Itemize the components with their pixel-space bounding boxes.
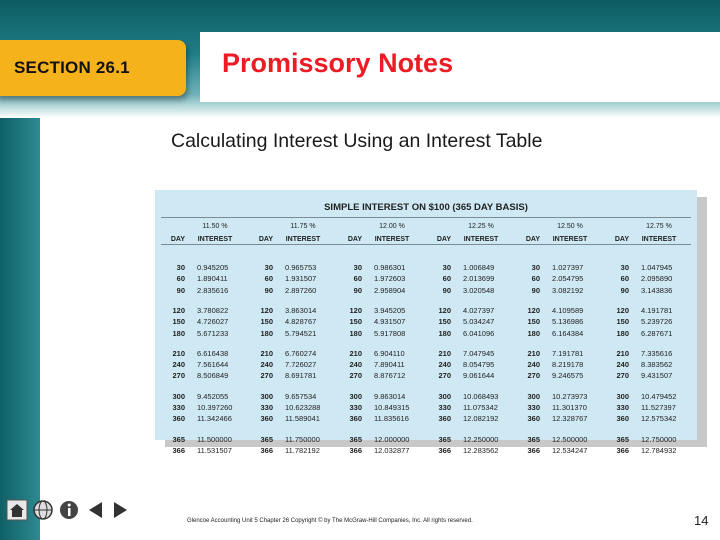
interest-table bbox=[155, 190, 697, 455]
day-cell: 330 bbox=[172, 403, 185, 412]
day-cell: 30 bbox=[264, 263, 273, 272]
interest-cell: 4.109589 bbox=[552, 305, 584, 315]
interest-cell: 6.041096 bbox=[463, 328, 495, 338]
interest-cell: 12.000000 bbox=[374, 434, 410, 444]
day-cell: 150 bbox=[260, 317, 273, 327]
interest-cell: 9.452055 bbox=[197, 391, 229, 401]
interest-cell: 12.082192 bbox=[463, 414, 499, 424]
day-cell: 240 bbox=[349, 360, 362, 370]
day-cell: 330 bbox=[349, 403, 362, 412]
rate-header: 12.25 % bbox=[468, 223, 494, 230]
day-cell: 60 bbox=[264, 274, 273, 284]
day-cell: 360 bbox=[527, 414, 540, 424]
day-cell: 90 bbox=[531, 285, 540, 295]
day-header: DAY bbox=[436, 236, 451, 243]
table-rule bbox=[161, 244, 691, 245]
interest-cell: 12.750000 bbox=[641, 434, 677, 444]
interest-cell: 2.835616 bbox=[197, 285, 229, 295]
day-cell: 300 bbox=[349, 391, 362, 401]
rate-header: 11.50 % bbox=[202, 223, 228, 230]
day-cell: 240 bbox=[438, 360, 451, 370]
interest-cell: 2.897260 bbox=[285, 285, 317, 295]
interest-cell: 4.027397 bbox=[463, 305, 495, 315]
interest-cell: 8.054795 bbox=[463, 360, 495, 370]
interest-cell: 12.534247 bbox=[552, 445, 588, 455]
day-cell: 150 bbox=[527, 317, 540, 327]
day-cell: 360 bbox=[438, 414, 451, 424]
day-cell: 60 bbox=[620, 274, 629, 284]
interest-header: INTEREST bbox=[374, 236, 410, 243]
slide-subtitle: Calculating Interest Using an Interest Table bbox=[171, 130, 543, 152]
day-cell: 366 bbox=[172, 445, 185, 455]
interest-cell: 8.876712 bbox=[374, 371, 406, 381]
interest-cell: 2.095890 bbox=[641, 274, 673, 284]
rate-header: 12.50 % bbox=[557, 223, 583, 230]
day-cell: 60 bbox=[353, 274, 362, 284]
interest-cell: 3.863014 bbox=[285, 305, 317, 315]
day-cell: 240 bbox=[616, 360, 629, 370]
day-cell: 330 bbox=[260, 403, 273, 412]
interest-cell: 1.027397 bbox=[552, 263, 584, 272]
day-cell: 30 bbox=[353, 263, 362, 272]
day-cell: 365 bbox=[616, 434, 629, 444]
next-arrow-icon[interactable] bbox=[110, 499, 132, 521]
day-cell: 120 bbox=[438, 305, 451, 315]
interest-cell: 12.250000 bbox=[463, 434, 499, 444]
interest-cell: 12.500000 bbox=[552, 434, 588, 444]
day-cell: 120 bbox=[172, 305, 185, 315]
day-cell: 300 bbox=[616, 391, 629, 401]
day-cell: 180 bbox=[527, 328, 540, 338]
interest-cell: 8.219178 bbox=[552, 360, 584, 370]
day-cell: 120 bbox=[527, 305, 540, 315]
day-cell: 300 bbox=[172, 391, 185, 401]
day-cell: 365 bbox=[260, 434, 273, 444]
day-cell: 366 bbox=[527, 445, 540, 455]
interest-cell: 11.750000 bbox=[285, 434, 320, 444]
day-cell: 180 bbox=[172, 328, 185, 338]
day-cell: 366 bbox=[616, 445, 629, 455]
interest-cell: 6.904110 bbox=[374, 348, 405, 358]
interest-cell: 11.589041 bbox=[285, 414, 320, 424]
interest-cell: 10.273973 bbox=[552, 391, 588, 401]
interest-cell: 4.726027 bbox=[197, 317, 229, 327]
day-cell: 240 bbox=[527, 360, 540, 370]
day-cell: 365 bbox=[438, 434, 451, 444]
day-cell: 30 bbox=[620, 263, 629, 272]
interest-cell: 5.794521 bbox=[285, 328, 317, 338]
interest-cell: 9.863014 bbox=[374, 391, 406, 401]
day-cell: 240 bbox=[172, 360, 185, 370]
day-header: DAY bbox=[614, 236, 629, 243]
interest-cell: 5.917808 bbox=[374, 328, 406, 338]
interest-cell: 9.061644 bbox=[463, 371, 495, 381]
day-cell: 240 bbox=[260, 360, 273, 370]
interest-cell: 4.931507 bbox=[374, 317, 406, 327]
interest-header: INTEREST bbox=[197, 236, 233, 243]
interest-cell: 2.054795 bbox=[552, 274, 584, 284]
interest-cell: 12.784932 bbox=[641, 445, 677, 455]
day-cell: 300 bbox=[438, 391, 451, 401]
day-cell: 30 bbox=[442, 263, 451, 272]
day-cell: 60 bbox=[442, 274, 451, 284]
interest-cell: 0.986301 bbox=[374, 263, 406, 272]
day-cell: 90 bbox=[442, 285, 451, 295]
day-cell: 210 bbox=[172, 348, 185, 358]
interest-header: INTEREST bbox=[285, 236, 321, 243]
day-cell: 270 bbox=[349, 371, 362, 381]
info-icon[interactable] bbox=[58, 499, 80, 521]
interest-cell: 10.068493 bbox=[463, 391, 499, 401]
interest-cell: 9.431507 bbox=[641, 371, 673, 381]
day-cell: 360 bbox=[260, 414, 273, 424]
day-cell: 60 bbox=[176, 274, 185, 284]
rate-header: 11.75 % bbox=[290, 223, 316, 230]
interest-cell: 10.397260 bbox=[197, 403, 233, 412]
day-cell: 30 bbox=[531, 263, 540, 272]
page-number: 14 bbox=[694, 513, 709, 528]
day-cell: 365 bbox=[349, 434, 362, 444]
day-cell: 120 bbox=[616, 305, 629, 315]
day-cell: 330 bbox=[438, 403, 451, 412]
day-cell: 366 bbox=[438, 445, 451, 455]
day-cell: 366 bbox=[349, 445, 362, 455]
day-cell: 120 bbox=[349, 305, 362, 315]
day-cell: 330 bbox=[527, 403, 540, 412]
footer-nav bbox=[6, 497, 132, 523]
interest-cell: 7.335616 bbox=[641, 348, 673, 358]
interest-cell: 12.575342 bbox=[641, 414, 677, 424]
day-cell: 210 bbox=[260, 348, 273, 358]
interest-cell: 9.657534 bbox=[285, 391, 317, 401]
interest-cell: 4.828767 bbox=[285, 317, 317, 327]
day-cell: 150 bbox=[438, 317, 451, 327]
interest-cell: 5.239726 bbox=[641, 317, 673, 327]
interest-cell: 1.047945 bbox=[641, 263, 673, 272]
previous-arrow-icon[interactable] bbox=[84, 499, 106, 521]
interest-cell: 12.032877 bbox=[374, 445, 410, 455]
interest-cell: 6.164384 bbox=[552, 328, 584, 338]
day-cell: 270 bbox=[616, 371, 629, 381]
day-cell: 210 bbox=[349, 348, 362, 358]
day-cell: 270 bbox=[438, 371, 451, 381]
day-cell: 90 bbox=[264, 285, 273, 295]
rate-header: 12.00 % bbox=[379, 223, 405, 230]
day-cell: 90 bbox=[620, 285, 629, 295]
interest-cell: 1.972603 bbox=[374, 274, 406, 284]
day-cell: 30 bbox=[176, 263, 185, 272]
day-cell: 300 bbox=[260, 391, 273, 401]
day-cell: 300 bbox=[527, 391, 540, 401]
day-cell: 330 bbox=[616, 403, 629, 412]
interest-cell: 11.835616 bbox=[374, 414, 409, 424]
day-cell: 180 bbox=[616, 328, 629, 338]
interest-cell: 6.760274 bbox=[285, 348, 317, 358]
interest-cell: 11.075342 bbox=[463, 403, 498, 412]
day-cell: 360 bbox=[616, 414, 629, 424]
interest-cell: 12.283562 bbox=[463, 445, 499, 455]
day-cell: 180 bbox=[438, 328, 451, 338]
day-cell: 366 bbox=[260, 445, 273, 455]
page-title: Promissory Notes bbox=[222, 48, 454, 78]
interest-cell: 12.328767 bbox=[552, 414, 588, 424]
interest-cell: 8.691781 bbox=[285, 371, 317, 381]
table-title: SIMPLE INTEREST ON $100 (365 DAY BASIS) bbox=[324, 202, 528, 213]
table-rule bbox=[161, 217, 691, 218]
day-cell: 270 bbox=[527, 371, 540, 381]
day-header: DAY bbox=[258, 236, 273, 243]
interest-cell: 11.531507 bbox=[197, 445, 232, 455]
interest-cell: 5.136986 bbox=[552, 317, 584, 327]
interest-cell: 11.782192 bbox=[285, 445, 320, 455]
day-cell: 270 bbox=[172, 371, 185, 381]
interest-cell: 11.301370 bbox=[552, 403, 587, 412]
day-cell: 360 bbox=[172, 414, 185, 424]
interest-cell: 3.945205 bbox=[374, 305, 406, 315]
interest-cell: 1.890411 bbox=[197, 274, 228, 284]
interest-cell: 5.034247 bbox=[463, 317, 495, 327]
interest-cell: 3.082192 bbox=[552, 285, 584, 295]
interest-cell: 11.527397 bbox=[641, 403, 676, 412]
interest-cell: 1.931507 bbox=[285, 274, 317, 284]
home-icon[interactable] bbox=[6, 499, 28, 521]
interest-cell: 3.020548 bbox=[463, 285, 495, 295]
interest-header: INTEREST bbox=[641, 236, 677, 243]
interest-cell: 4.191781 bbox=[641, 305, 673, 315]
interest-cell: 3.143836 bbox=[641, 285, 673, 295]
copyright-footer: Glencoe Accounting Unit 5 Chapter 26 Copyright © by The McGraw-Hill Companies, Inc. All rights reserved. bbox=[187, 518, 473, 524]
day-cell: 365 bbox=[527, 434, 540, 444]
interest-cell: 11.500000 bbox=[197, 434, 232, 444]
interest-cell: 10.479452 bbox=[641, 391, 677, 401]
interest-cell: 6.616438 bbox=[197, 348, 229, 358]
day-cell: 180 bbox=[260, 328, 273, 338]
day-cell: 90 bbox=[353, 285, 362, 295]
interest-cell: 2.013699 bbox=[463, 274, 495, 284]
section-label: SECTION 26.1 bbox=[14, 58, 130, 77]
interest-cell: 10.849315 bbox=[374, 403, 410, 412]
interest-cell: 0.965753 bbox=[285, 263, 317, 272]
interest-cell: 6.287671 bbox=[641, 328, 673, 338]
interest-cell: 7.726027 bbox=[285, 360, 317, 370]
day-cell: 150 bbox=[172, 317, 185, 327]
day-cell: 210 bbox=[616, 348, 629, 358]
interest-cell: 7.191781 bbox=[552, 348, 584, 358]
day-header: DAY bbox=[347, 236, 362, 243]
day-cell: 270 bbox=[260, 371, 273, 381]
interest-cell: 11.342466 bbox=[197, 414, 232, 424]
interest-cell: 3.780822 bbox=[197, 305, 229, 315]
day-header: DAY bbox=[170, 236, 185, 243]
day-cell: 360 bbox=[349, 414, 362, 424]
day-cell: 60 bbox=[531, 274, 540, 284]
interest-cell: 7.047945 bbox=[463, 348, 495, 358]
day-cell: 180 bbox=[349, 328, 362, 338]
interest-cell: 0.945205 bbox=[197, 263, 229, 272]
interest-cell: 8.506849 bbox=[197, 371, 229, 381]
day-cell: 365 bbox=[172, 434, 185, 444]
interest-cell: 5.671233 bbox=[197, 328, 229, 338]
day-cell: 150 bbox=[349, 317, 362, 327]
interest-header: INTEREST bbox=[552, 236, 588, 243]
day-header: DAY bbox=[525, 236, 540, 243]
interest-cell: 10.623288 bbox=[285, 403, 321, 412]
interest-cell: 8.383562 bbox=[641, 360, 673, 370]
interest-cell: 2.958904 bbox=[374, 285, 406, 295]
interest-cell: 7.890411 bbox=[374, 360, 405, 370]
interest-cell: 9.246575 bbox=[552, 371, 584, 381]
interest-cell: 1.006849 bbox=[463, 263, 495, 272]
day-cell: 150 bbox=[616, 317, 629, 327]
day-cell: 120 bbox=[260, 305, 273, 315]
globe-icon[interactable] bbox=[32, 499, 54, 521]
day-cell: 210 bbox=[527, 348, 540, 358]
day-cell: 210 bbox=[438, 348, 451, 358]
rate-header: 12.75 % bbox=[646, 223, 672, 230]
day-cell: 90 bbox=[176, 285, 185, 295]
interest-header: INTEREST bbox=[463, 236, 499, 243]
interest-cell: 7.561644 bbox=[197, 360, 229, 370]
